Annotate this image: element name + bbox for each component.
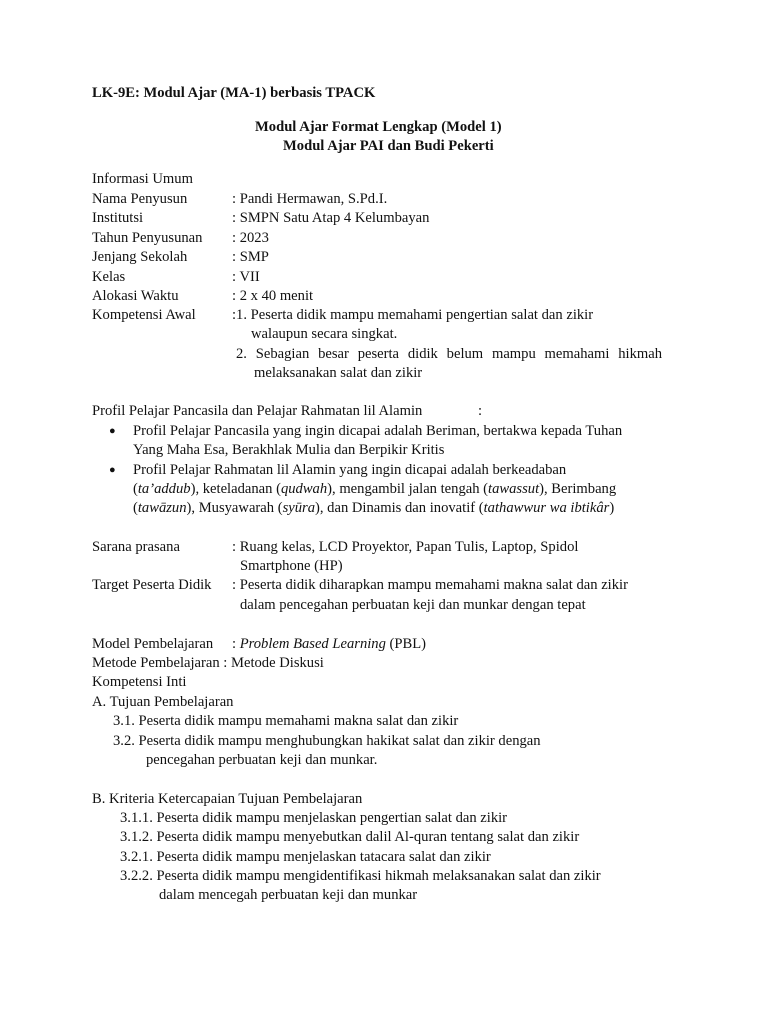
bullet-icon: ● (109, 425, 116, 437)
info-value: : 2 x 40 menit (232, 288, 314, 304)
info-label: Tahun Penyusunan (92, 230, 203, 246)
info-value: : Pandi Hermawan, S.Pd.I. (232, 191, 388, 207)
text-segment: ( (133, 500, 138, 516)
section-b-item: 3.2.1. Peserta didik mampu menjelaskan tatacara salat dan zikir (120, 849, 491, 865)
kompetensi-awal-item-cont: walaupun secara singkat. (251, 326, 398, 342)
info-heading: Informasi Umum (92, 171, 193, 187)
info-value: : SMP (232, 249, 269, 265)
info-value: : 2023 (232, 230, 269, 246)
profil-bullet-text-cont: Yang Maha Esa, Berakhlak Mulia dan Berpikir Kritis (133, 442, 445, 458)
profil-bullet-text-cont (133, 480, 616, 500)
bullet-icon: ● (109, 464, 116, 476)
section-b-item: 3.2.2. Peserta didik mampu mengidentifikasi hikmah melaksanakan salat dan zikir (120, 868, 601, 884)
profil-bullet-text: Profil Pelajar Rahmatan lil Alamin yang ingin dicapai adalah berkeadaban (133, 462, 567, 478)
profil-heading: Profil Pelajar Pancasila dan Pelajar Rahmatan lil Alamin (92, 403, 423, 419)
kompetensi-awal-item-cont: melaksanakan salat dan zikir (254, 365, 423, 381)
info-label: Kelas (92, 269, 126, 285)
info-label: Jenjang Sekolah (92, 249, 188, 265)
target-value-cont: dalam pencegahan perbuatan keji dan munkar dengan tepat (240, 597, 586, 613)
section-a-heading: A. Tujuan Pembelajaran (92, 694, 234, 710)
section-a-item: 3.2. Peserta didik mampu menghubungkan hakikat salat dan zikir dengan (113, 733, 541, 749)
document-subtitle: Modul Ajar PAI dan Budi Pekerti (283, 138, 494, 154)
text-segment: ), Berimbang (539, 481, 617, 497)
text-segment: tathawwur wa ibtikâr (483, 500, 610, 516)
sarana-label: Sarana prasana (92, 539, 180, 555)
kompetensi-awal-item: :1. Peserta didik mampu memahami pengertian salat dan zikir (232, 307, 594, 323)
model-label: Model Pembelajaran (92, 636, 214, 652)
section-b-item: 3.1.2. Peserta didik mampu menyebutkan dalil Al-quran tentang salat dan zikir (120, 829, 580, 845)
kompetensi-awal-item: 2. Sebagian besar peserta didik belum mampu memahami hikmah (236, 346, 662, 362)
profil-bullet-text-cont (133, 499, 614, 519)
text-segment: ), dan Dinamis dan inovatif ( (315, 500, 484, 516)
text-segment: ( (133, 481, 138, 497)
info-label: Alokasi Waktu (92, 288, 179, 304)
info-label: Nama Penyusun (92, 191, 188, 207)
section-b-item-cont: dalam mencegah perbuatan keji dan munkar (159, 887, 418, 903)
document-title: Modul Ajar Format Lengkap (Model 1) (255, 119, 502, 135)
text-segment: ), keteladanan ( (190, 481, 281, 497)
profil-heading-colon: : (478, 403, 483, 419)
sarana-value-cont: Smartphone (HP) (240, 558, 343, 574)
sarana-value: : Ruang kelas, LCD Proyektor, Papan Tulis, Laptop, Spidol (232, 539, 579, 555)
text-segment: qudwah (280, 481, 328, 497)
section-a-item-cont: pencegahan perbuatan keji dan munkar. (146, 752, 378, 768)
text-segment: syūra (282, 500, 316, 516)
profil-bullet-text: Profil Pelajar Pancasila yang ingin dicapai adalah Beriman, bertakwa kepada Tuhan (133, 423, 623, 439)
metode-line: Metode Pembelajaran : Metode Diskusi (92, 655, 324, 671)
info-label: Institutsi (92, 210, 144, 226)
section-b-heading: B. Kriteria Ketercapaian Tujuan Pembelajaran (92, 791, 363, 807)
kompetensi-inti-heading: Kompetensi Inti (92, 674, 187, 690)
section-a-item: 3.1. Peserta didik mampu memahami makna salat dan zikir (113, 713, 459, 729)
text-segment: ta’addub (137, 481, 191, 497)
text-segment: ) (609, 500, 615, 516)
document-header: LK-9E: Modul Ajar (MA-1) berbasis TPACK (92, 85, 376, 101)
text-segment: tawāzun (137, 500, 187, 516)
text-segment: ), mengambil jalan tengah ( (327, 481, 489, 497)
info-value: : VII (232, 269, 260, 285)
target-value: : Peserta didik diharapkan mampu memahami makna salat dan zikir (232, 577, 628, 593)
model-value: : Problem Based Learning (PBL) (232, 636, 427, 652)
kompetensi-awal-label: Kompetensi Awal (92, 307, 196, 323)
text-segment: ), Musyawarah ( (186, 500, 283, 516)
target-label: Target Peserta Didik (92, 577, 212, 593)
section-b-item: 3.1.1. Peserta didik mampu menjelaskan pengertian salat dan zikir (120, 810, 508, 826)
info-value: : SMPN Satu Atap 4 Kelumbayan (232, 210, 430, 226)
text-segment: tawassut (488, 481, 540, 497)
